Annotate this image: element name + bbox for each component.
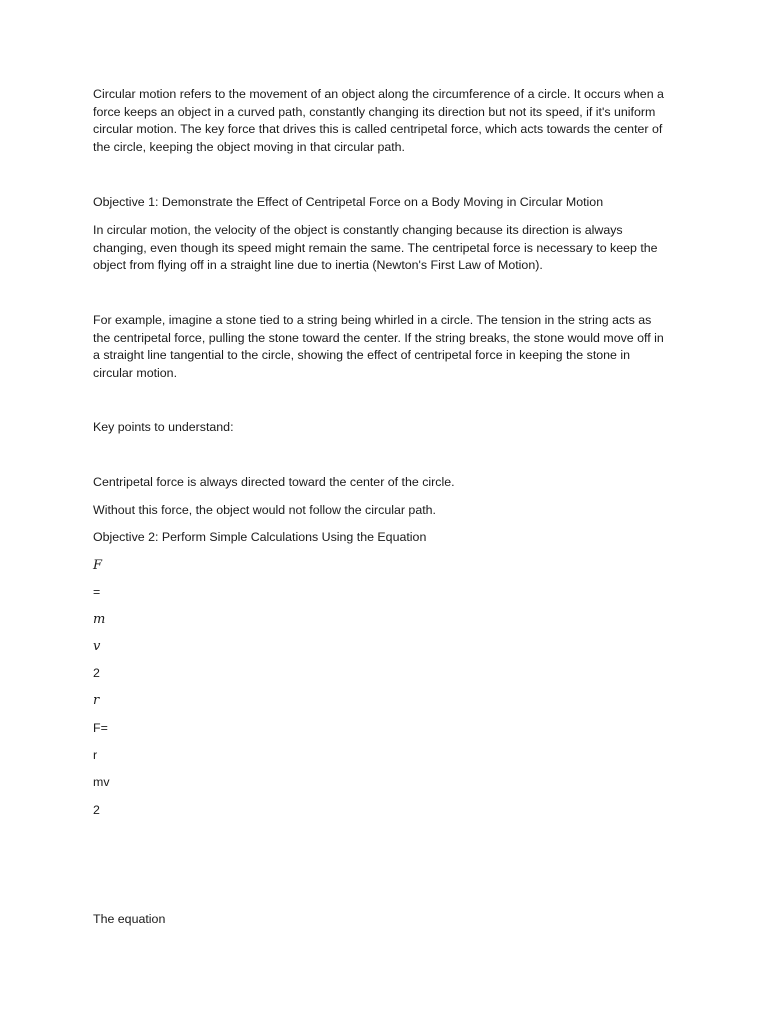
example-paragraph: For example, imagine a stone tied to a string being whirled in a circle. The tension in the string acts as the centripetal force, pulling the stone toward the center. If the string breaks, the stone would move off in a straight line tangential to the circle, showing the effect of centripetal force in keeping the stone in circular motion. — [93, 313, 664, 380]
equation-symbol-m: m — [93, 612, 106, 627]
document-page — [93, 0, 673, 1024]
equation-plain-mv: mv — [93, 775, 110, 789]
equation-symbol-exponent: 2 — [93, 666, 100, 680]
equation-symbol-f: F — [93, 558, 103, 573]
objective-1-heading: Objective 1: Demonstrate the Effect of Centripetal Force on a Body Moving in Circular Motion — [93, 195, 604, 209]
equation-plain-f-equals: F= — [93, 721, 108, 735]
intro-paragraph: Circular motion refers to the movement of an object along the circumference of a circle. It occurs when a force keeps an object in a curved path, constantly changing its direction but not its speed, if it's uniform circular motion. The key force that drives this is called centripetal force, which acts towards the center of the circle, keeping the object moving in that circular path. — [93, 87, 664, 154]
key-point-1: Centripetal force is always directed toward the center of the circle. — [93, 475, 455, 489]
equation-plain-exponent: 2 — [93, 803, 100, 817]
key-point-2: Without this force, the object would not follow the circular path. — [93, 503, 436, 517]
equation-symbol-equals: = — [93, 585, 101, 599]
key-points-heading: Key points to understand: — [93, 420, 234, 434]
equation-symbol-r: r — [93, 693, 100, 708]
equation-plain-r: r — [93, 748, 98, 762]
equation-symbol-v: v — [93, 639, 101, 654]
objective-2-heading: Objective 2: Perform Simple Calculations Using the Equation — [93, 530, 427, 544]
closing-paragraph: The equation — [93, 912, 166, 926]
objective-1-paragraph: In circular motion, the velocity of the object is constantly changing because its direction is always changing, even though its speed might remain the same. The centripetal force is necessary to keep the object from flying off in a straight line due to inertia (Newton's First Law of Motion). — [93, 223, 658, 273]
